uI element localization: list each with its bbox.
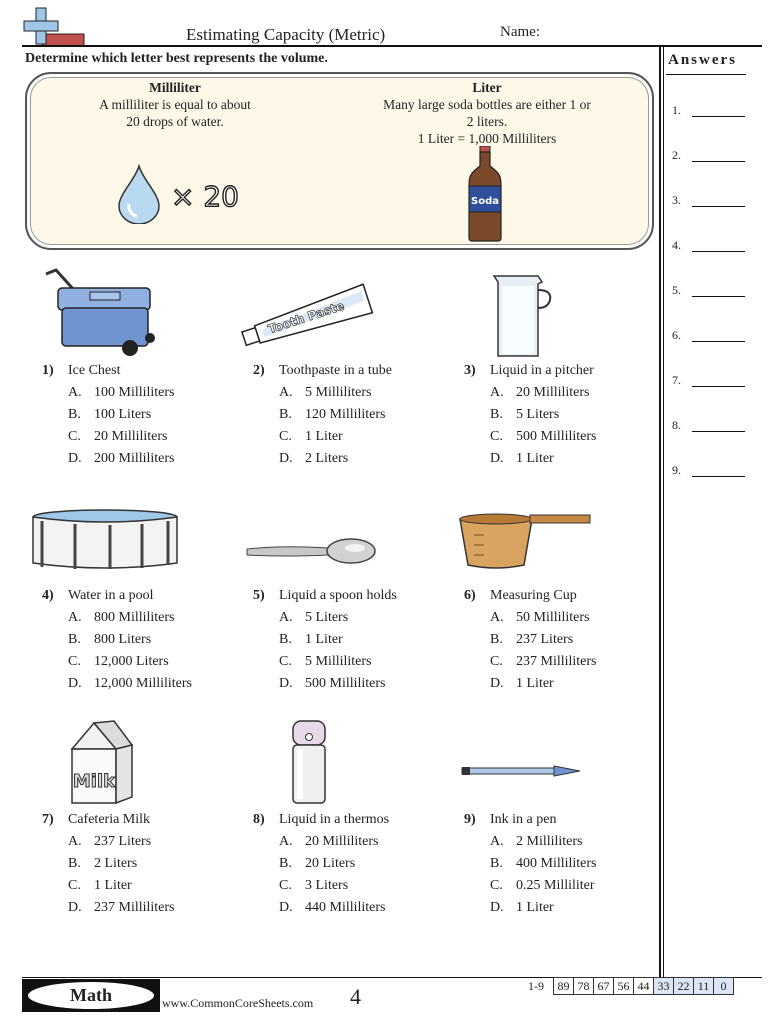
liter-line-3: 1 Liter = 1,000 Milliliters bbox=[417, 131, 557, 146]
option-text: 5 Liters bbox=[516, 407, 560, 422]
answer-number: 9. bbox=[672, 463, 681, 477]
drop-multiplier: × 20 bbox=[171, 180, 239, 213]
option-letter: A. bbox=[68, 385, 82, 400]
problem-number: 1) bbox=[42, 363, 54, 378]
problem-text: Liquid in a pitcher bbox=[490, 363, 594, 378]
option-letter: D. bbox=[68, 900, 82, 915]
option-letter: B. bbox=[490, 407, 503, 422]
option-letter: C. bbox=[490, 654, 503, 669]
option-a bbox=[490, 834, 583, 850]
option-c bbox=[68, 429, 168, 445]
option-text: 1 Liter bbox=[516, 900, 554, 915]
option-text: 100 Milliliters bbox=[94, 385, 175, 400]
name-label: Name: bbox=[500, 24, 540, 40]
option-text: 237 Milliliters bbox=[516, 654, 597, 669]
answer-number: 6. bbox=[672, 328, 681, 342]
answer-blank[interactable] bbox=[692, 341, 745, 342]
option-text: 3 Liters bbox=[305, 878, 349, 893]
option-a bbox=[279, 610, 348, 626]
option-a bbox=[279, 834, 379, 850]
option-letter: A. bbox=[490, 834, 504, 849]
option-letter: B. bbox=[279, 632, 292, 647]
option-b bbox=[68, 856, 137, 872]
option-b bbox=[490, 407, 559, 423]
option-d bbox=[68, 900, 175, 916]
header-rule bbox=[22, 45, 762, 47]
toothpaste-icon bbox=[241, 278, 381, 363]
option-text: 237 Liters bbox=[94, 834, 152, 849]
option-c bbox=[68, 654, 169, 670]
option-text: 5 Milliliters bbox=[305, 654, 372, 669]
answer-blank[interactable] bbox=[692, 476, 745, 477]
option-letter: A. bbox=[68, 834, 82, 849]
option-b bbox=[279, 632, 343, 648]
option-a bbox=[279, 385, 372, 401]
option-letter: D. bbox=[279, 900, 293, 915]
worksheet-title: Estimating Capacity (Metric) bbox=[186, 25, 386, 44]
option-letter: B. bbox=[68, 407, 81, 422]
score-cell: 22 bbox=[674, 978, 694, 995]
option-text: 1 Liter bbox=[305, 429, 343, 444]
option-letter: D. bbox=[279, 451, 293, 466]
option-a bbox=[490, 385, 590, 401]
option-c bbox=[279, 429, 343, 445]
toothpaste-label: Tooth Paste bbox=[266, 298, 346, 337]
option-letter: D. bbox=[279, 676, 293, 691]
option-d bbox=[490, 676, 554, 692]
option-text: 237 Milliliters bbox=[94, 900, 175, 915]
answer-blank[interactable] bbox=[692, 296, 745, 297]
option-letter: D. bbox=[490, 676, 504, 691]
problem-text: Toothpaste in a tube bbox=[279, 363, 392, 378]
answers-divider bbox=[659, 46, 661, 978]
answer-number: 8. bbox=[672, 418, 681, 432]
option-b bbox=[490, 632, 573, 648]
problem-number: 6) bbox=[464, 588, 476, 603]
pitcher-icon bbox=[486, 272, 556, 363]
instructions: Determine which letter best represents the volume. bbox=[25, 51, 328, 66]
option-c bbox=[279, 878, 348, 894]
option-letter: A. bbox=[279, 610, 293, 625]
score-cell: 11 bbox=[694, 978, 714, 995]
option-a bbox=[68, 834, 151, 850]
reference-box bbox=[25, 72, 654, 250]
option-letter: D. bbox=[68, 676, 82, 691]
option-text: 1 Liter bbox=[516, 676, 554, 691]
answer-blank[interactable] bbox=[692, 206, 745, 207]
option-c bbox=[490, 429, 597, 445]
option-letter: C. bbox=[279, 878, 292, 893]
option-letter: B. bbox=[68, 632, 81, 647]
option-c bbox=[68, 878, 132, 894]
pen-icon bbox=[460, 761, 584, 786]
answer-blank[interactable] bbox=[692, 431, 745, 432]
liter-line-2: 2 liters. bbox=[466, 114, 508, 129]
option-text: 20 Milliliters bbox=[516, 385, 590, 400]
option-letter: A. bbox=[68, 610, 82, 625]
option-text: 20 Liters bbox=[305, 856, 356, 871]
milliliter-line-2: 20 drops of water. bbox=[126, 114, 224, 129]
problem-text: Water in a pool bbox=[68, 588, 154, 603]
option-d bbox=[490, 900, 554, 916]
option-letter: A. bbox=[279, 385, 293, 400]
option-text: 12,000 Milliliters bbox=[94, 676, 192, 691]
score-cell: 33 bbox=[654, 978, 674, 995]
problem-number: 3) bbox=[464, 363, 476, 378]
option-text: 2 Milliliters bbox=[516, 834, 583, 849]
option-b bbox=[279, 407, 386, 423]
option-text: 200 Milliliters bbox=[94, 451, 175, 466]
score-cell: 89 bbox=[554, 978, 574, 995]
water-drop-icon bbox=[117, 164, 257, 224]
option-letter: B. bbox=[279, 407, 292, 422]
option-text: 100 Liters bbox=[94, 407, 152, 422]
option-text: 12,000 Liters bbox=[94, 654, 169, 669]
option-d bbox=[68, 676, 192, 692]
option-text: 1 Liter bbox=[516, 451, 554, 466]
score-cell: 44 bbox=[634, 978, 654, 995]
option-text: 5 Milliliters bbox=[305, 385, 372, 400]
problem-number: 2) bbox=[253, 363, 265, 378]
option-b bbox=[279, 856, 355, 872]
score-cell: 78 bbox=[574, 978, 594, 995]
measuring-cup-icon bbox=[454, 513, 594, 578]
problem-text: Liquid in a thermos bbox=[279, 812, 390, 827]
option-text: 120 Milliliters bbox=[305, 407, 386, 422]
answer-number: 5. bbox=[672, 283, 681, 297]
site-url[interactable]: www.CommonCoreSheets.com bbox=[162, 996, 314, 1010]
option-text: 440 Milliliters bbox=[305, 900, 386, 915]
option-text: 2 Liters bbox=[305, 451, 349, 466]
option-letter: D. bbox=[490, 451, 504, 466]
option-d bbox=[490, 451, 554, 467]
option-b bbox=[490, 856, 597, 872]
soda-bottle-icon bbox=[467, 146, 503, 242]
problem-number: 4) bbox=[42, 588, 54, 603]
answers-heading-rule bbox=[666, 74, 746, 75]
milk-carton-icon bbox=[64, 719, 136, 812]
option-b bbox=[68, 632, 151, 648]
option-a bbox=[68, 385, 175, 401]
spoon-icon bbox=[245, 535, 379, 574]
ice-chest-icon bbox=[42, 268, 160, 363]
answer-blank[interactable] bbox=[692, 251, 745, 252]
score-table bbox=[553, 977, 734, 995]
soda-label: Soda bbox=[471, 196, 499, 207]
option-text: 20 Milliliters bbox=[94, 429, 168, 444]
option-text: 800 Liters bbox=[94, 632, 152, 647]
option-text: 1 Liter bbox=[305, 632, 343, 647]
option-text: 50 Milliliters bbox=[516, 610, 590, 625]
milliliter-reference bbox=[85, 79, 265, 130]
problem-text: Ice Chest bbox=[68, 363, 121, 378]
score-cell: 0 bbox=[714, 978, 734, 995]
answer-number: 7. bbox=[672, 373, 681, 387]
problem-text: Liquid a spoon holds bbox=[279, 588, 397, 603]
answer-number: 4. bbox=[672, 238, 681, 252]
liter-heading: Liter bbox=[472, 80, 502, 95]
problem-text: Cafeteria Milk bbox=[68, 812, 151, 827]
option-a bbox=[68, 610, 175, 626]
option-letter: B. bbox=[490, 632, 503, 647]
option-letter: A. bbox=[490, 385, 504, 400]
option-letter: C. bbox=[68, 878, 81, 893]
score-range-label: 1-9 bbox=[528, 979, 544, 993]
option-letter: C. bbox=[490, 878, 503, 893]
answer-number: 3. bbox=[672, 193, 681, 207]
option-text: 500 Milliliters bbox=[305, 676, 386, 691]
option-letter: B. bbox=[490, 856, 503, 871]
problem-number: 7) bbox=[42, 812, 54, 827]
score-cell: 67 bbox=[594, 978, 614, 995]
commoncoresheets-logo-icon bbox=[22, 6, 86, 48]
option-letter: D. bbox=[490, 900, 504, 915]
milliliter-line-1: A milliliter is equal to about bbox=[99, 97, 251, 112]
option-c bbox=[490, 654, 597, 670]
option-text: 400 Milliliters bbox=[516, 856, 597, 871]
option-letter: A. bbox=[490, 610, 504, 625]
liter-line-1: Many large soda bottles are either 1 or bbox=[383, 97, 591, 112]
option-text: 500 Milliliters bbox=[516, 429, 597, 444]
option-text: 237 Liters bbox=[516, 632, 574, 647]
answer-number: 1. bbox=[672, 103, 681, 117]
problem-number: 8) bbox=[253, 812, 265, 827]
option-letter: C. bbox=[68, 429, 81, 444]
option-letter: C. bbox=[68, 654, 81, 669]
option-letter: D. bbox=[68, 451, 82, 466]
option-text: 1 Liter bbox=[94, 878, 132, 893]
problem-text: Ink in a pen bbox=[490, 812, 557, 827]
page-number: 4 bbox=[350, 984, 361, 1009]
option-letter: C. bbox=[279, 429, 292, 444]
answers-divider-inner bbox=[663, 46, 664, 978]
answers-heading: Answers bbox=[668, 52, 737, 68]
option-d bbox=[279, 451, 348, 467]
score-cell: 56 bbox=[614, 978, 634, 995]
problem-number: 5) bbox=[253, 588, 265, 603]
option-c bbox=[279, 654, 372, 670]
option-letter: B. bbox=[68, 856, 81, 871]
option-text: 800 Milliliters bbox=[94, 610, 175, 625]
option-text: 2 Liters bbox=[94, 856, 138, 871]
thermos-icon bbox=[289, 719, 329, 812]
option-c bbox=[490, 878, 595, 894]
option-text: 20 Milliliters bbox=[305, 834, 379, 849]
option-d bbox=[279, 900, 386, 916]
option-b bbox=[68, 407, 151, 423]
option-text: 5 Liters bbox=[305, 610, 349, 625]
answer-blank[interactable] bbox=[692, 116, 745, 117]
option-letter: C. bbox=[490, 429, 503, 444]
milk-label: Milk bbox=[72, 771, 116, 792]
answer-number: 2. bbox=[672, 148, 681, 162]
option-text: 0.25 Milliliter bbox=[516, 878, 595, 893]
option-letter: A. bbox=[279, 834, 293, 849]
answer-blank[interactable] bbox=[692, 161, 745, 162]
option-letter: C. bbox=[279, 654, 292, 669]
problem-number: 9) bbox=[464, 812, 476, 827]
option-d bbox=[279, 676, 386, 692]
problem-text: Measuring Cup bbox=[490, 588, 577, 603]
option-a bbox=[490, 610, 590, 626]
answer-blank[interactable] bbox=[692, 386, 745, 387]
option-d bbox=[68, 451, 175, 467]
option-letter: B. bbox=[279, 856, 292, 871]
pool-icon bbox=[30, 507, 180, 576]
math-badge-label: Math bbox=[28, 982, 154, 1009]
milliliter-heading: Milliliter bbox=[149, 80, 201, 95]
liter-reference bbox=[362, 79, 612, 147]
